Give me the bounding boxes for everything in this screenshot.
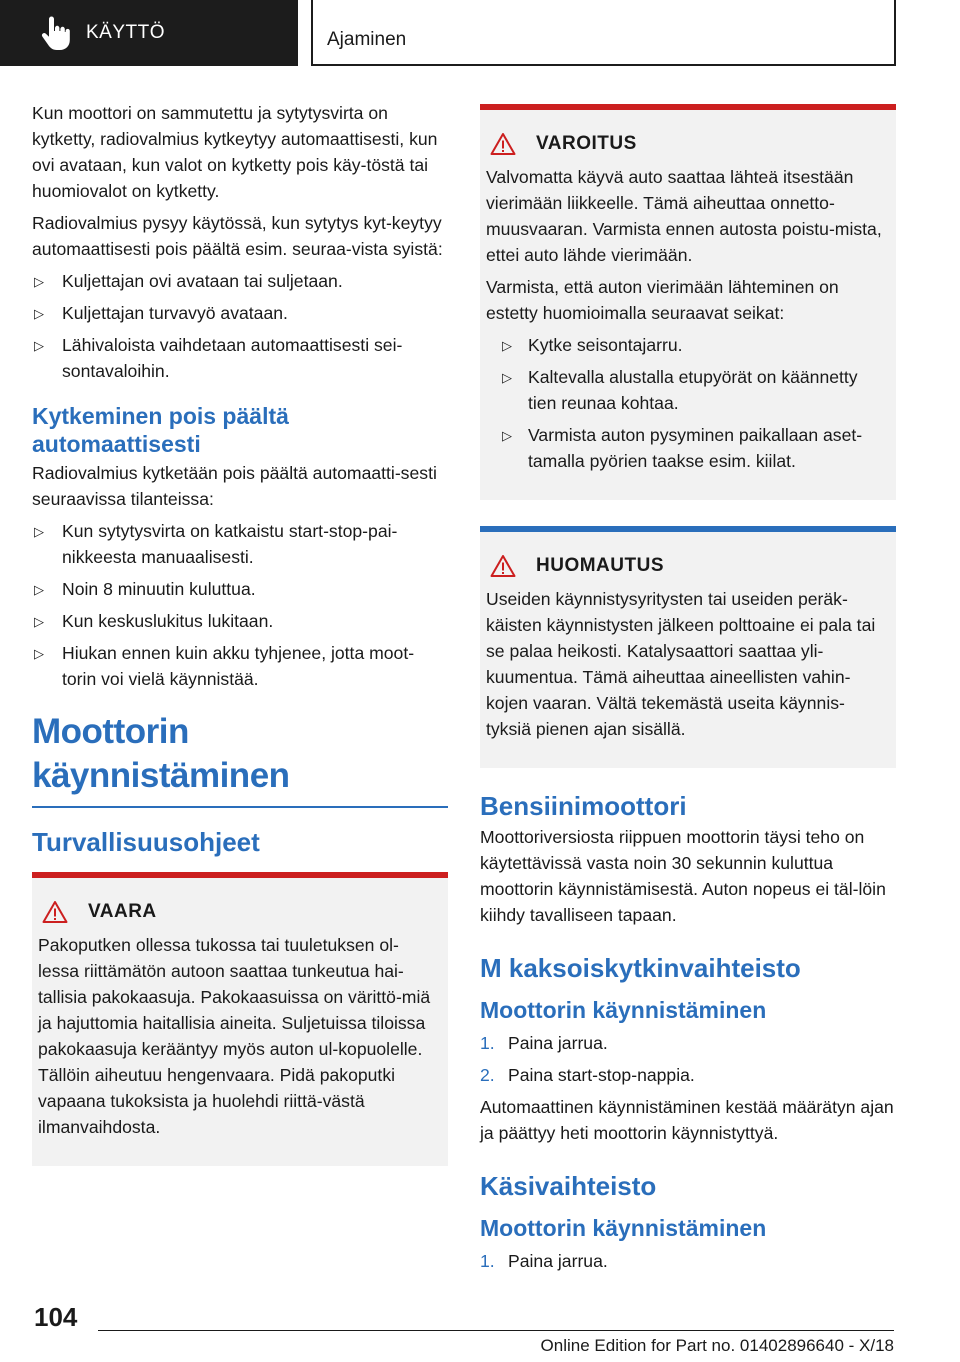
warning-title xyxy=(486,132,886,156)
triangle-bullet-icon: ▷ xyxy=(502,338,512,353)
list-item xyxy=(32,268,448,294)
notice-title-text: HUOMAUTUS xyxy=(536,555,664,576)
step-number: 1. xyxy=(480,1033,495,1053)
hand-pointer-icon xyxy=(34,13,74,53)
step-list xyxy=(480,1030,896,1088)
triangle-bullet-icon: ▷ xyxy=(34,582,44,597)
danger-text: Pakoputken ollessa tukossa tai tuuletuksen ol‐lessa riittämätön autoon saattaa tunkeutua hai‐tallisia pakokaasuja. Pakokaasuissa on värittö‐miä ja hajuttomia haitallisia aineita. Suljetuissa tiloissa pakokaasuja kerääntyy myös auton ul‐kopuolelle. Tällöin aiheutuu hengenvaara. Pidä pakoputki vapaana tukoksista ja huolehdi riittä‐västä ilmanvaihdosta. xyxy=(38,935,431,1137)
triangle-bullet-icon: ▷ xyxy=(502,428,512,443)
list-item xyxy=(32,332,448,384)
triangle-bullet-icon: ▷ xyxy=(34,274,44,289)
main-heading: Moottorin käynnistäminen xyxy=(32,710,448,808)
step-item xyxy=(480,1248,896,1274)
section-heading: M kaksoiskytkinvaihteisto xyxy=(480,953,801,983)
list-item xyxy=(32,640,448,692)
list-item-text: Kuljettajan turvavyö avataan. xyxy=(62,303,288,323)
page-number: 104 xyxy=(34,1302,78,1332)
right-column xyxy=(480,104,896,1280)
subheading: Moottorin käynnistäminen xyxy=(480,1215,767,1241)
subheading: Moottorin käynnistäminen xyxy=(480,997,767,1023)
warning-triangle-icon xyxy=(42,900,68,924)
edition-text: Online Edition for Part no. 01402896640 - X/18 xyxy=(540,1336,894,1355)
danger-title-text: VAARA xyxy=(88,901,157,922)
triangle-bullet-icon: ▷ xyxy=(34,614,44,629)
paragraph: Radiovalmius pysyy käytössä, kun sytytys kyt‐keytyy automaattisesti pois päältä esim. seuraa‐vista syistä: xyxy=(32,213,443,259)
list-item-text: Lähivaloista vaihdetaan automaattisesti sei‐sontavaloihin. xyxy=(62,335,403,381)
danger-title xyxy=(38,900,438,924)
warning-title-text: VAROITUS xyxy=(536,133,637,154)
list-item-text: Kaltevalla alustalla etupyörät on käännetty tien reunaa kohtaa. xyxy=(528,367,858,413)
warning-triangle-icon xyxy=(490,132,516,156)
notice-box xyxy=(480,526,896,768)
chapter-box xyxy=(311,0,896,66)
list-item-text: Kun keskuslukitus lukitaan. xyxy=(62,611,274,631)
step-text: Paina start-stop-nappia. xyxy=(508,1065,695,1085)
list-item-text: Varmista auton pysyminen paikallaan aset‐tamalla pyörien taakse esim. kiilat. xyxy=(528,425,863,471)
section-heading: Bensiinimoottori xyxy=(480,791,687,821)
left-column xyxy=(32,100,448,1166)
list-item xyxy=(32,300,448,326)
triangle-bullet-icon: ▷ xyxy=(34,338,44,353)
list-item-text: Hiukan ennen kuin akku tyhjenee, jotta moot‐torin voi vielä käynnistää. xyxy=(62,643,415,689)
step-number: 2. xyxy=(480,1065,495,1085)
step-item xyxy=(480,1062,896,1088)
danger-box xyxy=(32,872,448,1166)
list-item xyxy=(486,332,886,358)
paragraph: Automaattinen käynnistäminen kestää määrätyn ajan ja päättyy heti moottorin käynnistyttyä. xyxy=(480,1097,894,1143)
triangle-bullet-icon: ▷ xyxy=(34,306,44,321)
section-label: KÄYTTÖ xyxy=(86,22,166,43)
warning-text: Varmista, että auton vierimään lähteminen on estetty huomioimalla seuraavat seikat: xyxy=(486,277,839,323)
list-item-text: Kuljettajan ovi avataan tai suljetaan. xyxy=(62,271,343,291)
section-heading: Käsivaihteisto xyxy=(480,1171,657,1201)
bullet-list xyxy=(486,332,886,474)
step-text: Paina jarrua. xyxy=(508,1251,608,1271)
warning-triangle-icon xyxy=(490,554,516,578)
bullet-list xyxy=(32,268,448,384)
step-number: 1. xyxy=(480,1251,495,1271)
list-item xyxy=(486,364,886,416)
list-item xyxy=(32,576,448,602)
subheading: Kytkeminen pois päältä automaattisesti xyxy=(32,403,289,457)
step-text: Paina jarrua. xyxy=(508,1033,608,1053)
list-item-text: Kytke seisontajarru. xyxy=(528,335,683,355)
list-item xyxy=(32,518,448,570)
paragraph: Radiovalmius kytketään pois päältä automaatti‐sesti seuraavissa tilanteissa: xyxy=(32,463,437,509)
notice-text: Useiden käynnistysyritysten tai useiden peräk‐käisten käynnistysten jälkeen polttoaine ei pala tai se palaa heikosti. Katalysaattori saattaa yli‐kuumentua. Tämä aiheuttaa aineellisten vahin‐kojen vaaran. Vältä tekemästä useita käynnis‐tyksiä pienen ajan sisällä. xyxy=(486,589,876,739)
list-item-text: Kun sytytysvirta on katkaistu start-stop-pai‐nikkeesta manuaalisesti. xyxy=(62,521,398,567)
bullet-list xyxy=(32,518,448,692)
triangle-bullet-icon: ▷ xyxy=(34,524,44,539)
list-item xyxy=(32,608,448,634)
notice-title xyxy=(486,554,886,578)
section-heading: Turvallisuusohjeet xyxy=(32,827,260,857)
step-list xyxy=(480,1248,896,1274)
triangle-bullet-icon: ▷ xyxy=(502,370,512,385)
warning-text: Valvomatta käyvä auto saattaa lähteä itsestään vierimään liikkeelle. Tämä aiheuttaa onnetto‐muusvaaran. Varmista ennen autosta poistu‐mista, ettei auto lähde vierimään. xyxy=(486,167,882,265)
page-header xyxy=(0,0,960,66)
chapter-title: Ajaminen xyxy=(327,29,407,50)
triangle-bullet-icon: ▷ xyxy=(34,646,44,661)
paragraph: Moottoriversiosta riippuen moottorin täysi teho on käytettävissä vasta noin 30 sekunnin kuluttua moottorin käynnistämisestä. Auton nopeus ei täl‐löin kiihdy tavalliseen tapaan. xyxy=(480,827,886,925)
paragraph: Kun moottori on sammutettu ja sytytysvirta on kytketty, radiovalmius kytkeytyy automaattisesti, kun ovi avataan, kun valot on kytketty pois käy‐töstä tai huomiovalot on kytketty. xyxy=(32,103,438,201)
section-tab xyxy=(0,0,298,66)
footer-divider xyxy=(98,1330,894,1331)
list-item-text: Noin 8 minuutin kuluttua. xyxy=(62,579,256,599)
warning-box xyxy=(480,104,896,500)
list-item xyxy=(486,422,886,474)
step-item xyxy=(480,1030,896,1056)
